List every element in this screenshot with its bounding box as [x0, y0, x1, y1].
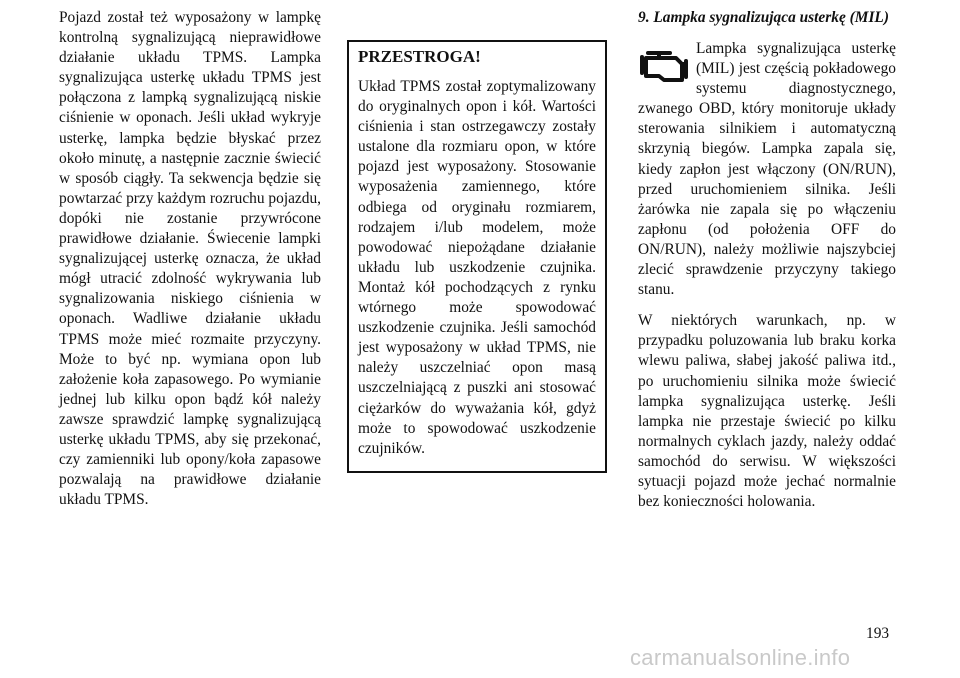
caution-text: Układ TPMS został zoptymalizowany do oryginalnych opon i kół. Wartości ciśnienia i stan ostrzegawczy zostały ustalone dla rozmiaru opon, w które pojazd jest wyposażony. Stosowanie wyposażenia zamiennego, które odbiega od oryginału rozmiarem, rodzajem i/lub modelem, może powodować niepożądane działanie układu lub uszkodzenie czujnika. Montaż kół pochodzących z rynku wtórnego może spowodować uszkodzenie czujnika. Jeśli samochód jest wyposażony w układ TPMS, nie należy uszczelniać opon masą uszczelniającą z puszki ani stosować ciężarków do wyważania kół, gdyż może to spowodować uszkodzenie czujników.: [358, 78, 596, 457]
mil-paragraph-2: W niektórych warunkach, np. w przypadku poluzowania lub braku korka wlewu paliwa, słabej jakość paliwa itd., po uruchomieniu silnika może świecić lampka sygnalizująca usterkę. Jeśli lampka nie przestaje świecić po kilku normalnych cyklach jazdy, należy oddać samochód do serwisu. W większości sytuacji pojazd może jechać normalnie bez konieczności holowania.: [638, 312, 896, 511]
tpms-malfunction-paragraph: Pojazd został też wyposażony w lampkę kontrolną sygnalizującą nieprawidłowe działanie układu TPMS. Lampka sygnalizująca usterkę układu TPMS jest połączona z lampką sygnalizującą niskie ciśnienie w oponach. Jeśli układ wykryje usterkę, lampka będzie błyskać przez około minutę, a następnie zacznie świecić w sposób ciągły. Ta sekwencja będzie się powtarzać przy każdym rozruchu pojazdu, dopóki nie zostanie przywrócone prawidłowe działanie. Świecenie lampki sygnalizującej usterkę oznacza, że układ mógł utracić zdolność wykrywania lub sygnalizowania niskiego ciśnienia w oponach. Wadliwe działanie układu TPMS może mieć rozmaite przyczyny. Może to być np. wymiana opon lub założenie koła zapasowego. Po wymianie jednej lub kilku opon bądź kół należy zawsze sprawdzić lampkę sygnalizującą usterkę układu TPMS, aby się przekonać, czy zamienniki lub opony/koła zapasowe pozwalają na prawidłowe działanie układu TPMS.: [59, 9, 321, 509]
watermark: carmanualsonline.info: [630, 645, 851, 670]
middle-column: [347, 8, 607, 473]
mil-paragraph-1: Lampka sygnalizująca usterkę (MIL) jest częścią pokładowego systemu diagnostycznego, zwanego OBD, który monitoruje układy sterowania silnikiem i automatyczną skrzynią biegów. Lampka zapala się, kiedy zapłon jest włączony (ON/RUN), przed uruchomieniem silnika. Jeśli żarówka nie zapala się po włączeniu zapłonu (od położenia OFF do ON/RUN), należy możliwie najszybciej zlecić sprawdzenie przyczyny takiego stanu.: [638, 40, 896, 299]
page-number: 193: [866, 625, 890, 642]
mil-section-heading: 9. Lampka sygnalizująca usterkę (MIL): [638, 9, 889, 26]
left-column: [59, 8, 321, 510]
caution-box: [347, 40, 607, 473]
check-engine-icon: [638, 47, 690, 87]
caution-title: PRZESTROGA!: [358, 47, 481, 66]
right-column: [638, 8, 896, 512]
